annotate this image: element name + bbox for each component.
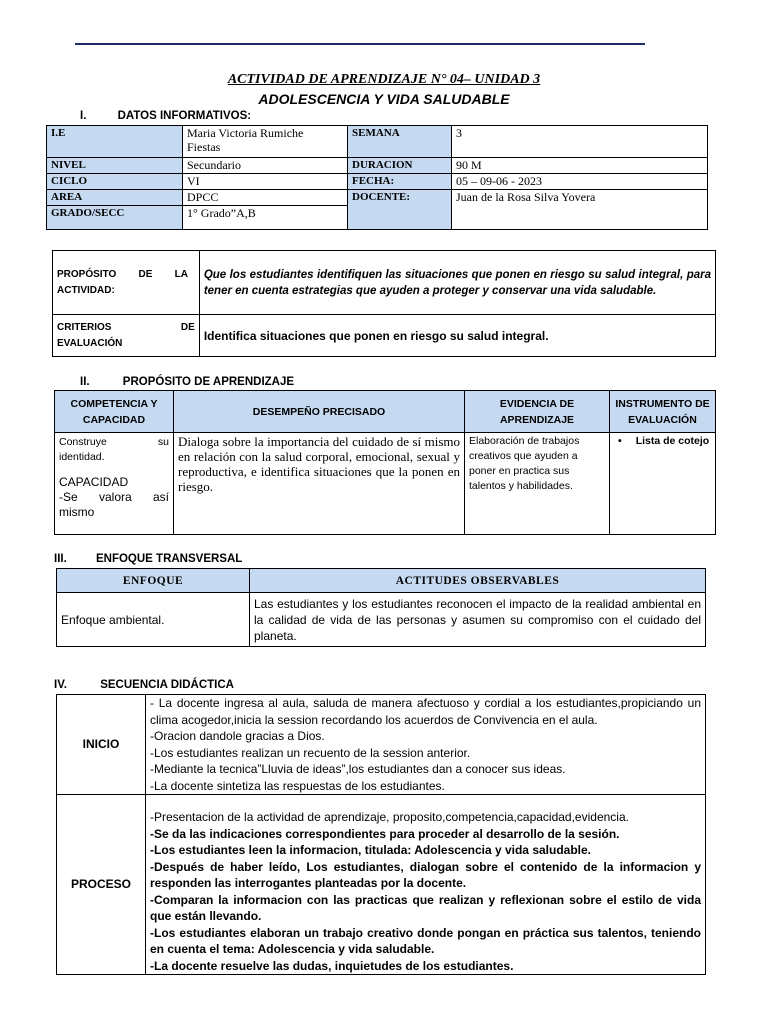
proceso-line: -Presentacion de la actividad de aprendizaje, proposito,competencia,capacidad,evidencia. <box>150 810 629 824</box>
inicio-line: -La docente sintetiza las respuestas de los estudiantes. <box>150 778 445 793</box>
duracion-value: 90 M <box>452 158 708 174</box>
inicio-content <box>146 695 706 795</box>
header-actitudes: ACTITUDES OBSERVABLES <box>250 569 706 593</box>
fecha-value: 05 – 09-06 - 2023 <box>452 174 708 190</box>
inicio-line: -Los estudiantes realizan un recuento de la session anterior. <box>150 745 471 760</box>
proceso-line: -Los estudiantes leen la informacion, titulada: Adolescencia y vida saludable. <box>150 843 592 857</box>
header-enfoque: ENFOQUE <box>57 569 250 593</box>
secuencia-table <box>56 694 706 975</box>
proceso-line: -La docente resuelve las dudas, inquietudes de los estudiantes. <box>150 958 514 973</box>
activity-title: ACTIVIDAD DE APRENDIZAJE N° 04– UNIDAD 3 <box>227 72 541 87</box>
ciclo-value: VI <box>183 174 348 190</box>
fecha-label: FECHA: <box>348 174 452 190</box>
proceso-label: PROCESO <box>57 795 146 975</box>
bullet-icon: • <box>618 435 622 447</box>
header-evidencia: EVIDENCIA DE APRENDIZAJE <box>465 391 610 433</box>
proceso-line: -Después de haber leído, Los estudiantes, dialogan sobre el contenido de la informacion y responden las interrogantes planteadas por la docente. <box>150 859 701 890</box>
docente-label: DOCENTE: <box>348 190 452 230</box>
nivel-value: Secundario <box>183 158 348 174</box>
ie-value <box>183 126 348 158</box>
inicio-line: -Mediante la tecnica”Lluvia de ideas”,los estudiantes dan a conocer sus ideas. <box>150 762 566 776</box>
ie-line1: Maria Victoria Rumiche <box>187 126 304 140</box>
ie-line2: Fiestas <box>187 140 221 154</box>
header-instrumento: INSTRUMENTO DE EVALUACIÓN <box>610 391 716 433</box>
proceso-line: -Se da las indicaciones correspondientes para proceder al desarrollo de la sesión. <box>150 826 620 841</box>
semana-label: SEMANA <box>348 126 452 158</box>
header-desempeno: DESEMPEÑO PRECISADO <box>174 391 465 433</box>
proposito-label <box>53 251 200 315</box>
ciclo-label: CICLO <box>47 174 183 190</box>
instrumento-value: Lista de cotejo <box>635 435 710 447</box>
datos-informativos-table <box>46 125 708 230</box>
inicio-label: INICIO <box>57 695 146 795</box>
desempeno-text <box>174 433 465 535</box>
grado-value: 1° Grado”A,B <box>183 206 348 230</box>
criterios-label <box>53 315 200 357</box>
activity-subtitle: ADOLESCENCIA Y VIDA SALUDABLE <box>258 91 510 107</box>
capacidad-value: -Se valora así mismo <box>59 490 169 519</box>
proceso-line: -Comparan la informacion con las practicas que realizan y reflexionan sobre el estilo de vida que están llevando. <box>150 892 701 923</box>
grado-label: GRADO/SECC <box>47 206 183 230</box>
instrumento-cell <box>610 433 716 535</box>
competencia-text <box>59 435 169 465</box>
ie-label: I.E <box>47 126 183 158</box>
section-title: PROPÓSITO DE APRENDIZAJE <box>122 376 295 388</box>
docente-value: Juan de la Rosa Silva Yovera <box>452 190 708 230</box>
section-number: I. <box>80 110 87 122</box>
proceso-line: -Los estudiantes elaboran un trabajo creativo donde pongan en práctica sus talentos, teniendo en cuenta el tema: Adolescencia y vida saludable. <box>150 925 701 956</box>
section-title: DATOS INFORMATIVOS: <box>117 110 252 122</box>
section-title: SECUENCIA DIDÁCTICA <box>100 679 234 691</box>
area-label: AREA <box>47 190 183 206</box>
competencia-cell <box>55 433 174 535</box>
duracion-label: DURACION <box>348 158 452 174</box>
inicio-line: -Oracion dandole gracias a Dios. <box>150 729 325 743</box>
criterios-label-line2: EVALUACIÓN <box>57 337 123 349</box>
proposito-text: Que los estudiantes identifiquen las situaciones que ponen en riesgo su salud integral, para tener en cuenta estrategias que ayuden a proteger y conservar una vida saludable. <box>199 251 715 315</box>
section-4-heading <box>54 679 234 691</box>
proposito-table <box>52 250 716 357</box>
semana-value: 3 <box>452 126 708 158</box>
proposito-label-line1: PROPÓSITO DE LA <box>57 268 188 280</box>
competencia-value: Construye su identidad. <box>59 436 169 463</box>
section-3-heading <box>54 553 242 565</box>
header-competencia: COMPETENCIA Y CAPACIDAD <box>55 391 174 433</box>
section-title: ENFOQUE TRANSVERSAL <box>95 553 243 565</box>
desempeno-value: Dialoga sobre la importancia del cuidado de sí mismo en relación con la salud corporal, emocional, sexual y reproductiva, e identifica situaciones que la ponen en riesgo. <box>178 434 460 494</box>
proposito-label-line2: ACTIVIDAD: <box>57 284 115 296</box>
section-number: II. <box>80 376 90 388</box>
enfoque-value: Enfoque ambiental. <box>57 593 250 647</box>
capacidad-label: CAPACIDAD <box>59 475 129 489</box>
section-number: IV. <box>54 679 68 691</box>
section-number: III. <box>54 553 67 565</box>
evidencia-value: Elaboración de trabajos creativos que ayuden a poner en practica sus talentos y habilidades. <box>469 435 580 492</box>
criterios-label-line1: CRITERIOS DE <box>57 321 195 333</box>
area-value: DPCC <box>183 190 348 206</box>
top-rule <box>75 43 645 45</box>
section-1-heading <box>80 110 251 122</box>
criterios-text: Identifica situaciones que ponen en riesgo su salud integral. <box>199 315 715 357</box>
actitudes-value: Las estudiantes y los estudiantes reconocen el impacto de la realidad ambiental en la calidad de vida de las personas y asumen su compromiso con el cuidado del planeta. <box>250 593 706 647</box>
proposito-aprendizaje-table <box>54 390 716 535</box>
proceso-content <box>146 795 706 975</box>
evidencia-text <box>465 433 610 535</box>
enfoque-table <box>56 568 706 647</box>
section-2-heading <box>80 376 294 388</box>
nivel-label: NIVEL <box>47 158 183 174</box>
inicio-line: - La docente ingresa al aula, saluda de manera afectuoso y cordial a los estudiantes,propiciando un clima acogedor,inicia la session recordando los acuerdos de Convivencia en el aula. <box>150 696 701 727</box>
